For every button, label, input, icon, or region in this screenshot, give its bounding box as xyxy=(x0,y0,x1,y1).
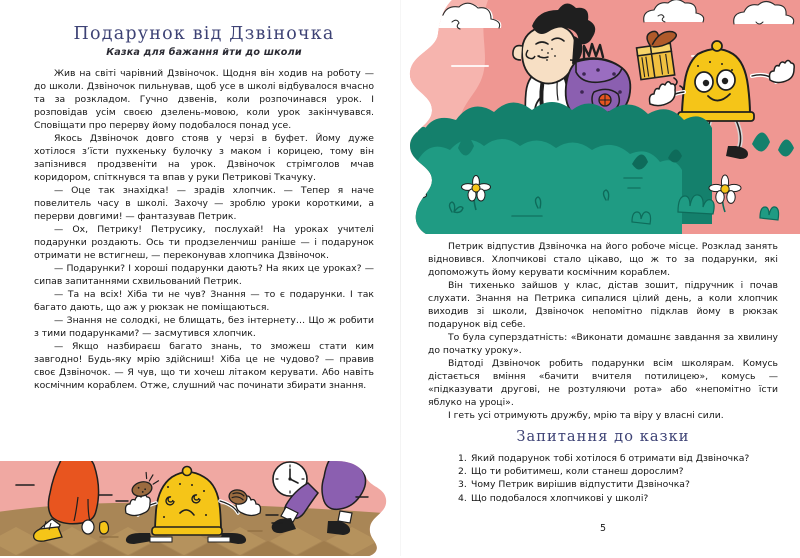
story-paragraph: Якось Дзвіночок довго стояв у черзі в буфет. Йому дуже хотілося з’їсти пухкеньку булочку з маком і корицею, тому він запізнився продзвеніти на урок. Дзвіночок стрімголов мчав коридором, спіткнувся та впав у руки Петрикові Ткачуку. xyxy=(34,133,374,183)
question-item xyxy=(458,478,778,491)
story-paragraph: — Якщо назбираєш багато знань, то зможеш стати ким завгодно! Будь-яку мрію здійсниш! Хіба це не чудово? — правив своє Дзвіночок. — Я чув, що ти хочеш літаком керувати. Або навіть космічним кораблем. Отже, слушний час починати збирати знання. xyxy=(34,341,374,391)
questions-section-title: Запитання до казки xyxy=(516,429,690,445)
left-text-column xyxy=(34,24,374,392)
question-item xyxy=(458,465,778,478)
story-paragraph: — Ох, Петрику! Петрусику, послухай! На уроках учителі подарунки роздають. Ось ти продзеленчиш раніше — і подарунок отримати не встигнеш, — переконував хлопчика Дзвіночок. xyxy=(34,224,374,261)
story-title: Подарунок від Дзвіночка xyxy=(73,24,335,44)
story-paragraph: Відтоді Дзвіночок робить подарунки всім школярам. Комусь дістається вміння «бачити вчителя потилицею», комусь — «підказувати другові, не розтуляючи рота» або «непомітно їсти яблуко на уроці». xyxy=(428,358,778,408)
story-paragraph: — Подарунки? І хороші подарунки дають? На яких це уроках? — сипав запитаннями схвильований Петрик. xyxy=(34,263,374,287)
question-text: Чому Петрик вирішив відпустити Дзвіночка? xyxy=(471,479,690,491)
page-number: 5 xyxy=(599,523,607,534)
question-item xyxy=(458,492,778,505)
question-item xyxy=(458,452,778,465)
story-paragraph: І геть усі отримують дружбу, мрію та віру у власні сили. xyxy=(448,410,724,421)
illustration-boy-walking-with-bell-character xyxy=(392,0,800,234)
story-paragraph: То була суперздатність: «Виконати домашнє завдання за хвилину до початку уроку». xyxy=(428,332,778,356)
story-subtitle: Казка для бажання йти до школи xyxy=(106,47,302,58)
question-text: Що ти робитимеш, коли станеш дорослим? xyxy=(471,466,684,478)
question-text: Що подобалося хлопчикові у школі? xyxy=(471,492,649,504)
story-paragraph: Жив на світі чарівний Дзвіночок. Щодня він ходив на роботу — до школи. Дзвіночок пильнував, щоб усе в школі відбувалося вчасно та за розкладом. Гучно дзвенів, коли розпочинався урок. І розповідав усім своєю дзелень-мовою, коли урок закінчувався. Сповіщати про перерву йому подобалося понад усе. xyxy=(34,68,374,131)
page-gutter xyxy=(400,0,401,558)
question-text: Який подарунок тобі хотілося б отримати від Дзвіночка? xyxy=(471,453,750,464)
question-number: 4. xyxy=(458,492,467,504)
illustration-bell-fallen-in-corridor xyxy=(0,457,398,558)
story-paragraph: Він тихенько зайшов у клас, дістав зошит, підручник і почав слухати. Знання на Петрика сипалися цілий день, а коли хлопчик виходив зі школи, Дзвіночок непомітно підклав йому в рюкзак подарунок від себе. xyxy=(428,280,778,330)
questions-list xyxy=(428,452,778,505)
question-number: 1. xyxy=(458,453,467,464)
right-text-column xyxy=(428,240,778,505)
story-paragraph: — Та на всіх! Хіба ти не чув? Знання — то є подарунки. І так багато дають, що аж у рюкзак не поміщаються. xyxy=(34,289,374,313)
story-paragraph: — Знання не солодкі, не блищать, без інтернету… Що ж робити з тими подарунками? — засмутився хлопчик. xyxy=(34,315,374,339)
question-number: 3. xyxy=(458,479,467,491)
story-paragraph: Петрик відпустив Дзвіночка на його робоче місце. Розклад занять відновився. Хлопчикові стало цікаво, що ж то за подарунки, які допоможуть йому керувати космічним кораблем. xyxy=(428,241,778,278)
question-number: 2. xyxy=(458,466,467,478)
story-paragraph: — Оце так знахідка! — зрадів хлопчик. — Тепер я наче повелитель часу в школі. Захочу — зроблю уроки короткими, а перерви довгими! — фантазував Петрик. xyxy=(34,185,374,222)
